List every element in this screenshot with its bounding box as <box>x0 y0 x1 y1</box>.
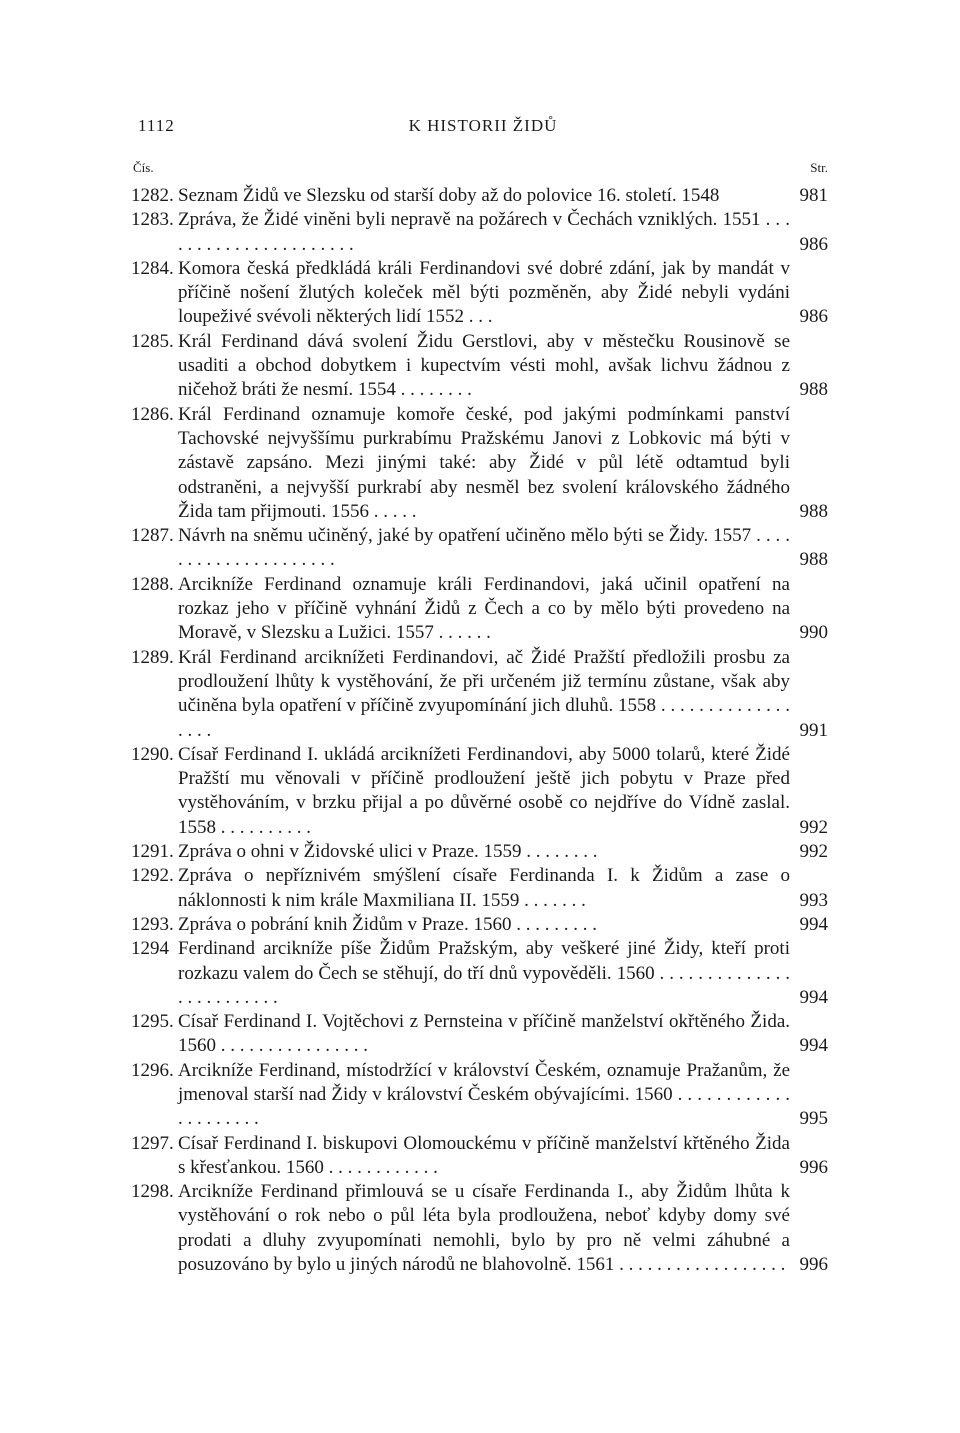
entry-text: Král Ferdinand arciknížeti Ferdinandovi, ač Židé Pražští předložili prosbu za prodloužení lhůty k vystěhování, že při určeném již termínu zůstane, však aby učiněna byla opatření v příčině zvyupomínání jich dluhů. 1558 . . . . . . . . . . . . . . . . . . <box>178 646 790 741</box>
entry-text: Arcikníže Ferdinand oznamuje králi Ferdinandovi, jaká učinil opatření na rozkaz jeho v příčině vyhnání Židů z Čech a co by mělo býti provedeno na Moravě, v Slezsku a Lužici. 1557 . . . . . . <box>178 573 790 644</box>
entry-text: Seznam Židů ve Slezsku od starší doby až do polovice 16. století. 1548 <box>178 185 720 206</box>
entry-number: 1291. <box>131 841 174 863</box>
list-item <box>131 840 828 864</box>
entry-number: 1286. <box>131 403 174 425</box>
entry-page: 992 <box>799 816 828 838</box>
entry-number: 1296. <box>131 1059 174 1081</box>
entry-page: 988 <box>799 500 828 522</box>
page-number: 1112 <box>138 116 175 135</box>
entry-number: 1293. <box>131 913 174 935</box>
list-item <box>131 743 828 840</box>
number-column-label: Čís. <box>133 160 154 175</box>
entry-number: 1298. <box>131 1181 174 1203</box>
entry-page: 988 <box>799 549 828 571</box>
entry-number: 1284. <box>131 257 174 279</box>
entry-number: 1287. <box>131 525 174 547</box>
entry-text: Návrh na sněmu učiněný, jaké by opatření učiněno mělo býti se Židy. 1557 . . . . . . . . . . . . . . . . . . . . . <box>178 525 790 571</box>
entry-page: 986 <box>799 306 828 328</box>
entry-number: 1285. <box>131 330 174 352</box>
entry-number: 1288. <box>131 573 174 595</box>
list-item <box>131 864 828 913</box>
entry-page: 996 <box>799 1254 828 1276</box>
entry-page: 992 <box>799 841 828 863</box>
entry-page: 981 <box>799 185 828 206</box>
list-item <box>131 1180 828 1277</box>
list-item <box>131 913 828 937</box>
entry-page: 996 <box>799 1156 828 1178</box>
entry-text: Král Ferdinand oznamuje komoře české, pod jakými podmínkami panství Tachovské nejvyššímu purkrabímu Pražskému Janovi z Lobkovic má býti v zástavě zapsáno. Mezi jinými také: aby Židé v půl létě odtamtud byli odstraněni, a nejvyšší purkrabí aby nesměl bez svolení královského žádného Žida tam přijmouti. 1556 . . . . . <box>178 403 790 522</box>
entry-text: Arcikníže Ferdinand, místodržící v království Českém, oznamuje Pražanům, že jmenoval starší nad Židy v království Českém obývajícími. 1560 . . . . . . . . . . . . . . . . . . . . . <box>178 1059 790 1130</box>
entry-number: 1297. <box>131 1132 174 1154</box>
entry-number: 1282. <box>131 185 174 206</box>
entry-text: Císař Ferdinand I. ukládá arciknížeti Ferdinandovi, aby 5000 tolarů, které Židé Pražští mu věnovali v příčině prodloužení ještě jich pobytu v Praze před vystěhováním, v brzku přijal a po důvěrné osobě co nejdříve do Vídně zaslal. 1558 . . . . . . . . . . <box>178 743 790 838</box>
list-item <box>131 208 828 257</box>
entry-page: 994 <box>799 1035 828 1057</box>
list-item <box>131 1059 828 1132</box>
entry-text: Zpráva, že Židé viněni byli nepravě na požárech v Čechách vzniklých. 1551 . . . . . . . . . . . . . . . . . . . . . . <box>178 209 790 255</box>
entry-text: Zpráva o nepříznivém smýšlení císaře Ferdinanda I. k Židům a zase o náklonnosti k nim krále Maxmiliana II. 1559 . . . . . . . <box>178 865 790 911</box>
entry-page: 990 <box>799 622 828 644</box>
list-item <box>131 330 828 403</box>
entry-number: 1292. <box>131 865 174 887</box>
entry-text: Zpráva o pobrání knih Židům v Praze. 1560 . . . . . . . . . <box>178 913 597 935</box>
running-title: K HISTORII ŽIDŮ <box>408 116 558 135</box>
entry-text: Císař Ferdinand I. biskupovi Olomouckému v příčině manželství křtěného Žida s křesťankou. 1560 . . . . . . . . . . . . <box>178 1132 790 1178</box>
list-item <box>131 646 828 743</box>
list-item <box>131 1010 828 1059</box>
entry-number: 1294 <box>131 938 169 960</box>
entry-page: 994 <box>799 986 828 1008</box>
list-item <box>131 403 828 524</box>
entry-text: Císař Ferdinand I. Vojtěchovi z Pernsteina v příčině manželství okřtěného Žida. 1560 . . . . . . . . . . . . . . . . <box>178 1011 790 1057</box>
entry-number: 1283. <box>131 209 174 231</box>
entry-page: 988 <box>799 379 828 401</box>
entry-list <box>131 184 828 1277</box>
entry-page: 991 <box>799 719 828 741</box>
list-item <box>131 573 828 646</box>
list-item <box>131 257 828 330</box>
entry-page: 986 <box>799 233 828 255</box>
entry-text: Ferdinand arcikníže píše Židům Pražským, aby veškeré jiné Židy, kteří proti rozkazu valem do Čech se stěhují, do tří dnů vypověděli. 1560 . . . . . . . . . . . . . . . . . . . . . . . . . <box>178 938 790 1008</box>
entry-page: 995 <box>799 1108 828 1130</box>
entry-text: Král Ferdinand dává svolení Židu Gerstlovi, aby v městečku Rousinově se usaditi a obchod dobytkem i kupectvím vésti mohl, avšak lichvu žádnou z ničehož bráti že nesmí. 1554 . . . . . . . . <box>178 330 790 401</box>
entry-text: Arcikníže Ferdinand přimlouvá se u císaře Ferdinanda I., aby Židům lhůta k vystěhování o rok nebo o půl léta byla prodloužena, neboť kdyby domy své prodati a dluhy zvyupomínati nemohli, bylo by pro ně velmi záhubné a posuzováno by bylo u jiných národů ne blahovolně. 1561 . . . . . . . . . . . . . . . . . . <box>178 1181 790 1276</box>
entry-number: 1290. <box>131 743 174 765</box>
entry-text: Zpráva o ohni v Židovské ulici v Praze. 1559 . . . . . . . . <box>178 841 598 863</box>
list-item <box>131 184 828 208</box>
list-item <box>131 524 828 573</box>
entry-page: 993 <box>799 889 828 911</box>
entry-number: 1289. <box>131 646 174 668</box>
entry-text: Komora česká předkládá králi Ferdinandovi své dobré zdání, jak by mandát v příčině nošení žlutých koleček měl býti pozměněn, aby Židé nebyli vydáni loupeživé svévoli některých lidí 1552 . . . <box>178 257 790 328</box>
entry-page: 994 <box>799 913 828 935</box>
list-item <box>131 1132 828 1181</box>
entry-number: 1295. <box>131 1011 174 1033</box>
list-item <box>131 937 828 1010</box>
page-column-label: Str. <box>810 160 828 175</box>
